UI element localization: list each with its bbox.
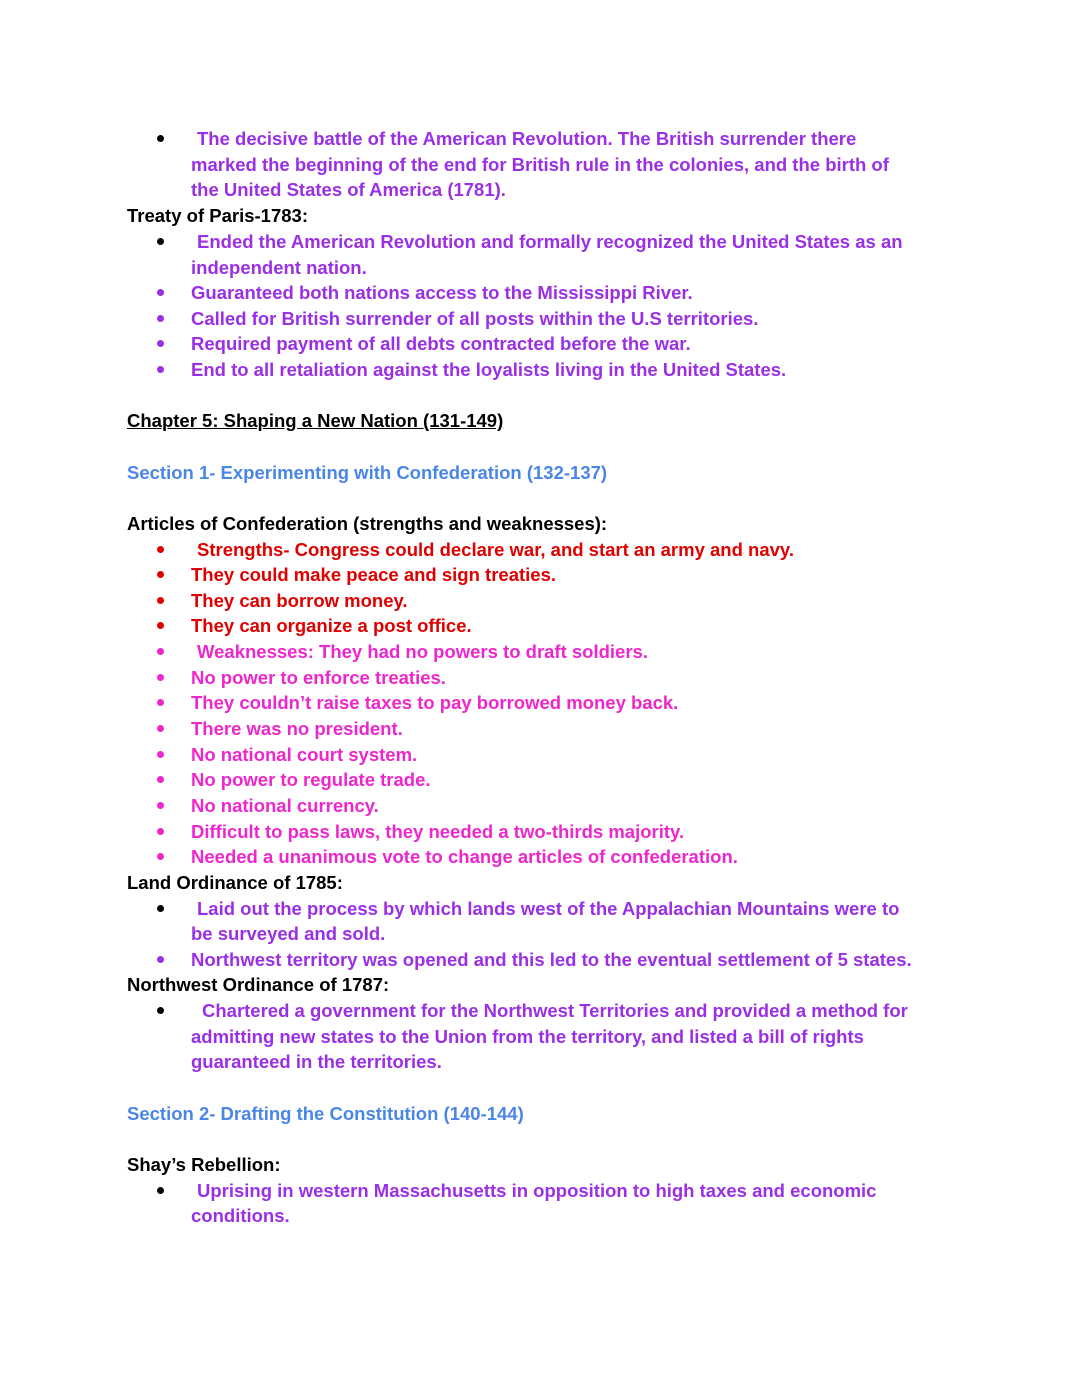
- bullet-icon: [157, 905, 164, 912]
- northwest-ordinance-heading: Northwest Ordinance of 1787:: [127, 974, 390, 995]
- northwest-ordinance-line: Chartered a government for the Northwest Territories and provided a method for: [202, 1000, 908, 1021]
- bullet-icon: [157, 315, 164, 322]
- bullet-icon: [157, 648, 164, 655]
- bullet-icon: [157, 597, 164, 604]
- bullet-icon: [157, 725, 164, 732]
- bullet-icon: [157, 546, 164, 553]
- shays-line: Uprising in western Massachusetts in opposition to high taxes and economic: [197, 1180, 877, 1201]
- strength-item: They can borrow money.: [191, 590, 408, 611]
- bullet-icon: [157, 853, 164, 860]
- bullet-icon: [157, 802, 164, 809]
- weakness-item: No national court system.: [191, 744, 418, 765]
- yorktown-line: marked the beginning of the end for British rule in the colonies, and the birth of: [191, 154, 889, 175]
- weakness-item: No power to enforce treaties.: [191, 667, 446, 688]
- bullet-icon: [157, 751, 164, 758]
- bullet-icon: [157, 674, 164, 681]
- weakness-item: There was no president.: [191, 718, 403, 739]
- bullet-icon: [157, 699, 164, 706]
- weakness-item: They couldn’t raise taxes to pay borrowed money back.: [191, 692, 679, 713]
- bullet-icon: [157, 956, 164, 963]
- shays-heading: Shay’s Rebellion:: [127, 1154, 281, 1175]
- articles-heading: Articles of Confederation (strengths and weaknesses):: [127, 513, 608, 534]
- northwest-ordinance-line: guaranteed in the territories.: [191, 1051, 442, 1072]
- treaty-item: Guaranteed both nations access to the Mississippi River.: [191, 282, 693, 303]
- bullet-icon: [157, 828, 164, 835]
- yorktown-line: the United States of America (1781).: [191, 179, 506, 200]
- treaty-heading: Treaty of Paris-1783:: [127, 205, 308, 226]
- weakness-item: Weaknesses: They had no powers to draft soldiers.: [197, 641, 648, 662]
- bullet-icon: [157, 366, 164, 373]
- weakness-item: No power to regulate trade.: [191, 769, 431, 790]
- treaty-item: Ended the American Revolution and formally recognized the United States as an: [197, 231, 903, 252]
- bullet-icon: [157, 1187, 164, 1194]
- bullet-icon: [157, 135, 164, 142]
- weakness-item: Difficult to pass laws, they needed a two-thirds majority.: [191, 821, 685, 842]
- treaty-item-cont: independent nation.: [191, 257, 367, 278]
- land-ordinance-heading: Land Ordinance of 1785:: [127, 872, 343, 893]
- bullet-icon: [157, 776, 164, 783]
- section-1-title: Section 1- Experimenting with Confederation (132-137): [127, 462, 608, 483]
- land-ordinance-item-cont: be surveyed and sold.: [191, 923, 386, 944]
- weakness-item: No national currency.: [191, 795, 379, 816]
- bullet-icon: [157, 571, 164, 578]
- yorktown-line: The decisive battle of the American Revolution. The British surrender there: [197, 128, 857, 149]
- section-2-title: Section 2- Drafting the Constitution (140-144): [127, 1103, 524, 1124]
- bullet-icon: [157, 340, 164, 347]
- bullet-icon: [157, 289, 164, 296]
- chapter-title: Chapter 5: Shaping a New Nation (131-149): [127, 410, 504, 431]
- land-ordinance-item: Northwest territory was opened and this led to the eventual settlement of 5 states.: [191, 949, 912, 970]
- treaty-item: Required payment of all debts contracted before the war.: [191, 333, 691, 354]
- land-ordinance-item: Laid out the process by which lands west of the Appalachian Mountains were to: [197, 898, 900, 919]
- weakness-item: Needed a unanimous vote to change articles of confederation.: [191, 846, 738, 867]
- strength-item: They can organize a post office.: [191, 615, 472, 636]
- strength-item: Strengths- Congress could declare war, and start an army and navy.: [197, 539, 794, 560]
- treaty-item: Called for British surrender of all posts within the U.S territories.: [191, 308, 759, 329]
- northwest-ordinance-line: admitting new states to the Union from the territory, and listed a bill of rights: [191, 1026, 864, 1047]
- strength-item: They could make peace and sign treaties.: [191, 564, 556, 585]
- bullet-icon: [157, 238, 164, 245]
- bullet-icon: [157, 1007, 164, 1014]
- treaty-item: End to all retaliation against the loyalists living in the United States.: [191, 359, 787, 380]
- shays-line: conditions.: [191, 1205, 290, 1226]
- bullet-icon: [157, 622, 164, 629]
